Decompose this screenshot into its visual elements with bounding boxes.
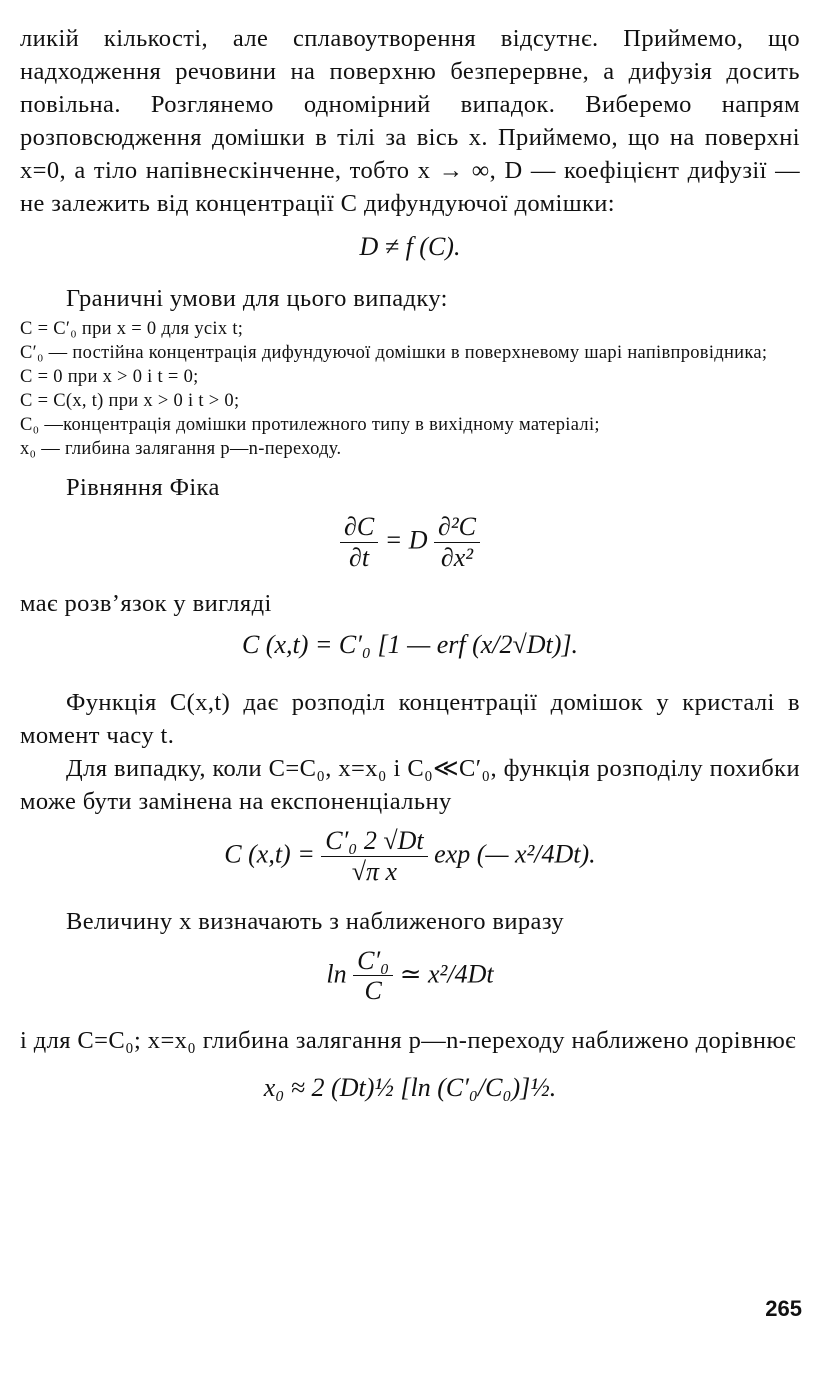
equation-exponential [20, 826, 800, 887]
condition-2: C = 0 при x > 0 і t = 0; [20, 367, 199, 387]
fick-rhs-fraction: $\frac{\text{∂²C}}{\text{∂x²}}$ [434, 512, 480, 573]
paragraph-function: Функція C(x,t) дає розподіл концентрації домішок у кристалі в момент часу t. [20, 688, 800, 749]
solution-intro: має розв’язок у вигляді [20, 589, 272, 617]
condition-3: C = C(x, t) при x > 0 і t > 0; [20, 391, 240, 411]
fick-title: Рівняння Фіка [66, 474, 220, 501]
ln-pre: ln [326, 958, 347, 988]
definition-x0: x₀ — глибина залягання p—n-переходу. [20, 439, 342, 459]
paragraph-x: Величину x визначають з наближеного виразу [66, 907, 565, 935]
condition-1: C = C′₀ при x = 0 для усіх t; [20, 319, 244, 339]
equation-solution: C (x,t) = C′₀ [1 — erf (x/2√Dt)]. [241, 629, 579, 659]
page-number: 265 [765, 1296, 802, 1321]
exp-fraction: $\frac{\text{C′₀ 2 √Dt}}{\text{√π x}}$ [321, 826, 427, 887]
equation-d-not-f-c: D ≠ f (C). [359, 232, 461, 261]
equation-fick [20, 512, 800, 573]
equation-ln [20, 946, 800, 1007]
boundary-conditions-intro: Граничні умови для цього випадку: [66, 285, 448, 312]
fick-lhs-fraction: $\frac{\partial C}{\partial t}$ [340, 512, 378, 573]
page-content [20, 22, 800, 1103]
paragraph-intro: ликій кількості, але сплавоутворення відсутнє. Приймемо, що надходження речовини на поверхню безперервне, а дифузія досить повільна. Розглянемо одномірний випадок. Виберемо напрям розповсюдження домішки в тілі за вісь x. Приймемо, що на поверхні x=0, а тіло напівнескінченне, тобто x → ∞, D — коефіцієнт дифузії — не залежить від концентрації C дифундуючої домішки: [20, 25, 800, 217]
definition-c0-prime: C′₀ — постійна концентрація дифундуючої домішки в поверхневому шарі напівпровідника; [20, 343, 768, 363]
paragraph-depth: і для C=C₀; x=x₀ глибина залягання p—n-переходу наближено дорівнює [20, 1027, 797, 1055]
exp-rhs: exp (— x²/4Dt). [434, 839, 596, 869]
definition-c0: C₀ —концентрація домішки протилежного типу в вихідному матеріалі; [20, 415, 600, 435]
fick-mid: = D [384, 525, 428, 555]
ln-rhs: ≃ x²/4Dt [399, 958, 494, 988]
ln-fraction: $\frac{\text{C′₀}}{C}$ [353, 946, 393, 1007]
paragraph-case: Для випадку, коли C=C₀, x=x₀ і C₀≪C′₀, функція розподілу похибки може бути замінена на експоненціальну [20, 754, 800, 815]
exp-lhs: C (x,t) = [224, 839, 315, 869]
boundary-conditions-list [20, 317, 800, 461]
equation-depth: x₀ ≈ 2 (Dt)½ [ln (C′₀/C₀)]½. [263, 1073, 557, 1103]
